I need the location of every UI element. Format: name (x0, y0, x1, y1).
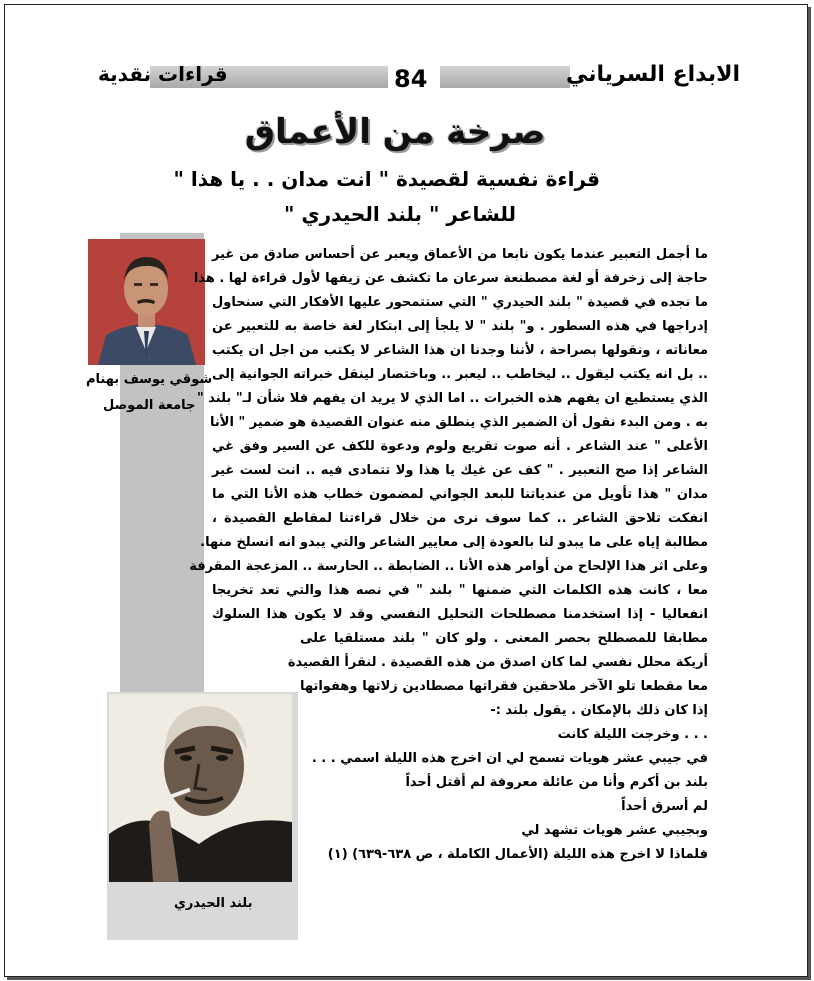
page-number: 84 (394, 65, 428, 93)
poem-line: وبجيبي عشر هويات تشهد لي (521, 823, 708, 838)
poet-photo-caption: بلند الحيدري (174, 896, 253, 911)
poem-line: في جيبي عشر هويات تسمح لي ان اخرج هذه الليلة اسمي . . . (311, 751, 708, 766)
body-line: معا ، كانت هذه الكلمات التي ضمنها " بلند " في نصه هذا والتي تعد تخريجا (212, 583, 708, 598)
poet-photo (109, 694, 292, 882)
header-section-title: قراءات نقدية (98, 62, 228, 86)
body-line: به . ومن البدء نقول أن الضمير الذي ينطلق منه عنوان القصيدة هو ضمير " الأنا (210, 415, 708, 430)
article-poet-line: للشاعر " بلند الحيدري " (283, 202, 517, 226)
poem-line: بلند بن أكرم وأنا من عائلة معروفة لم أقتل أحداً (405, 775, 708, 790)
body-line: حاجة إلى زخرفة أو لغة مصطنعة سرعان ما تكشف عن زيفها لأول قراءة لها . هذا (193, 271, 708, 286)
body-line: إدراجها في هذه السطور . و" بلند " لا يلجأ إلى ابتكار لغة خاصة به للتعبير عن (212, 319, 708, 334)
body-line: الأعلى " عند الشاعر . أنه صوت تقريع ولوم ودعوة للكف عن السير وفق غي (212, 439, 708, 454)
poem-line: فلماذا لا اخرج هذه الليلة (الأعمال الكاملة ، ص ٦٣٨-٦٣٩) (١) (327, 847, 708, 862)
body-line: الشاعر إذا صح التعبير . " كف عن غيك يا هذا ولا تتمادى فيه .. انت لست غير (212, 463, 708, 478)
body-line: أريكة محلل نفسي لما كان اصدق من هذه القصيدة . لنقرأ القصيدة (287, 655, 708, 670)
body-line: ما نجده في قصيدة " بلند الحيدري " التي ستتمحور عليها الأفكار التي سنحاول (212, 295, 708, 310)
author-affiliation: جامعة الموصل (103, 398, 196, 413)
body-line: إذا كان ذلك بالإمكان . يقول بلند :- (490, 703, 708, 718)
body-line: انفكت تلاحق الشاعر .. كما سوف نرى من خلال قراءتنا لمقاطع القصيدة ، (212, 511, 708, 526)
article-title: صرخة من الأعماق (244, 112, 546, 152)
body-line: معا مقطعا تلو الآخر ملاحقين فقراتها مصطادين زلاتها وهفواتها (300, 679, 708, 694)
poem-line: . . . وخرجت الليلة كانت (557, 727, 708, 742)
body-line: مطابقا للمصطلح بحصر المعنى . ولو كان " بلند مستلقيا على (300, 631, 708, 646)
header-magazine-title: الابداع السرياني (566, 62, 741, 87)
author-name: شوقي يوسف بهنام (86, 372, 213, 387)
poem-line: لم أسرق أحداً (621, 799, 708, 814)
body-line: مدان " هذا تأويل من عندياتنا للبعد الجواني لمضمون خطاب هذه الأنا التي ما (212, 487, 708, 502)
body-line: مطالبة إياه على ما يبدو لنا بالعودة إلى معايير الشاعر والتي يبدو انه انسلخ منها. (200, 535, 708, 550)
body-line: معاناته ، ونقولها بصراحة ، لأننا وجدنا ان هذا الشاعر لا يكتب من اجل ان يكتب (212, 343, 708, 358)
body-line: ما أجمل التعبير عندما يكون نابعا من الأعماق ويعبر عن أحساس صادق من غير (212, 247, 708, 262)
body-line: وعلى اثر هذا الإلحاح من أوامر هذه الأنا .. الضابطة .. الحارسة .. المزعجة المقرفة (189, 559, 708, 574)
body-line: الذي يستطيع ان يفهم هذه الخبرات .. اما الذي لا يريد ان يفهم فلا شأن لـ" بلند " (197, 391, 708, 406)
author-photo (88, 239, 205, 365)
body-line: .. بل انه يكتب ليقول .. ليخاطب .. ليعبر .. وباختصار لينقل خبراته الجوانية إلى (212, 367, 708, 382)
header-bar-right (440, 66, 570, 88)
article-subtitle: قراءة نفسية لقصيدة " انت مدان . . يا هذا " (173, 167, 600, 191)
body-line: انفعاليا - إذا استخدمنا مصطلحات التحليل النفسي وقد لا يكون هذا السلوك (212, 607, 708, 622)
